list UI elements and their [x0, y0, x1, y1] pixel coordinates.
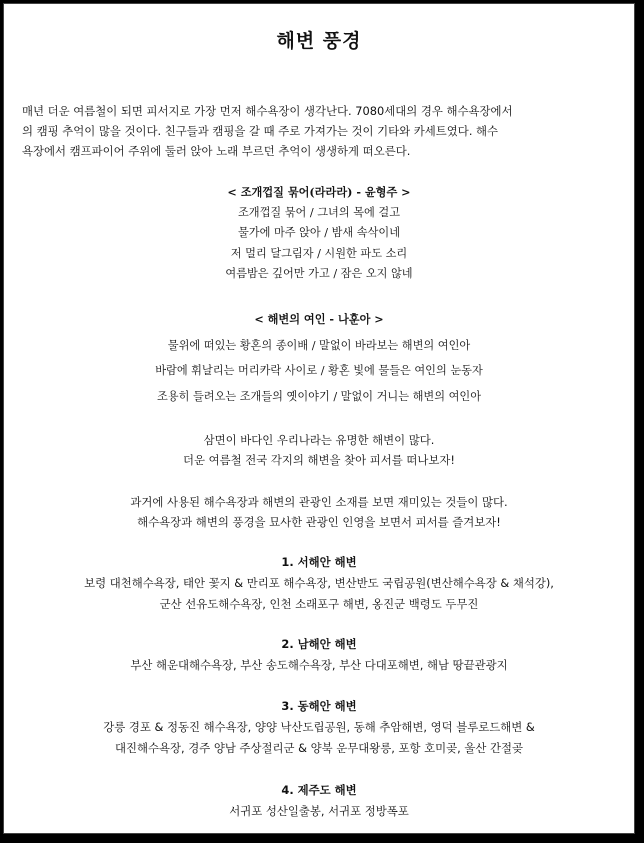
- paragraph-line: 해수욕장과 해변의 풍경을 묘사한 관광인 인영을 보면서 피서를 즐겨보자!: [137, 515, 501, 529]
- section-line: 대진해수욕장, 경주 양남 주상절리군 & 양북 운무대왕릉, 포항 호미곶, 울산 간절곶: [114, 741, 524, 755]
- section-line: 군산 선유도해수욕장, 인천 소래포구 해변, 옹진군 백령도 두무진: [159, 597, 479, 611]
- lyric-line: 저 멀리 달그림자 / 시원한 파도 소리: [230, 246, 408, 260]
- paragraph-line: 더운 여름철 전국 각지의 해변을 찾아 피서를 떠나보자!: [183, 453, 455, 467]
- song-lyrics-1: [4, 182, 634, 285]
- paragraph-beaches: [4, 430, 634, 470]
- section-south-coast: [4, 634, 634, 676]
- page-title: 해변 풍경: [276, 30, 362, 52]
- paragraph-tourism: [4, 492, 634, 532]
- section-heading: 1. 서해안 해변: [281, 555, 357, 569]
- document-page: [3, 3, 635, 834]
- section-heading: 2. 남해안 해변: [281, 637, 357, 651]
- section-line: 강릉 경포 & 정동진 해수욕장, 양양 낙산도립공원, 동해 추암해변, 영덕 블루로드해변 &: [103, 720, 535, 734]
- section-line: 보령 대천해수욕장, 태안 꽃지 & 만리포 해수욕장, 변산반도 국립공원(변산해수욕장 & 채석강),: [84, 576, 554, 590]
- paragraph-line: 과거에 사용된 해수욕장과 해변의 관광인 소재를 보면 재미있는 것들이 많다.: [130, 495, 508, 509]
- song-lyrics-2: [4, 307, 634, 409]
- lyric-line: 조용히 들려오는 조개들의 옛이야기 / 말없이 거니는 해변의 여인아: [156, 389, 481, 403]
- lyric-line: 조개껍질 묶어 / 그녀의 목에 걸고: [237, 205, 401, 219]
- section-west-coast: [4, 552, 634, 615]
- lyric-line: 물위에 떠있는 황혼의 종이배 / 말없이 바라보는 해변의 여인아: [167, 338, 471, 352]
- section-line: 서귀포 성산일출봉, 서귀포 정방폭포: [229, 804, 409, 818]
- section-east-coast: [4, 696, 634, 759]
- section-line: 부산 해운대해수욕장, 부산 송도해수욕장, 부산 다대포해변, 해남 땅끝관광지: [130, 658, 508, 672]
- song-heading: < 해변의 여인 - 나훈아 >: [254, 312, 384, 326]
- intro-paragraph: [22, 101, 620, 161]
- section-jeju: [4, 780, 634, 822]
- intro-line: 욕장에서 캠프파이어 주위에 둘러 앉아 노래 부르던 추억이 생생하게 떠오른다.: [22, 144, 411, 158]
- paragraph-line: 삼면이 바다인 우리나라는 유명한 해변이 많다.: [203, 433, 435, 447]
- section-heading: 3. 동해안 해변: [281, 699, 357, 713]
- lyric-line: 물가에 마주 앉아 / 밤새 속삭이네: [237, 226, 401, 239]
- section-heading: 4. 제주도 해변: [281, 783, 357, 797]
- lyric-line: 바람에 휘날리는 머리카락 사이로 / 황혼 빛에 물들은 여인의 눈동자: [155, 364, 483, 377]
- intro-line: 매년 더운 여름철이 되면 피서지로 가장 먼저 해수욕장이 생각난다. 7080세대의 경우 해수욕장에서: [22, 104, 513, 118]
- lyric-line: 여름밤은 깊어만 가고 / 잠은 오지 않네: [225, 267, 413, 280]
- song-heading: < 조개껍질 묶어(라라라) - 윤형주 >: [227, 185, 411, 199]
- intro-line: 의 캠핑 추억이 많을 것이다. 친구들과 캠핑을 갈 때 주로 가져가는 것이 기타와 카세트였다. 해수: [22, 124, 499, 138]
